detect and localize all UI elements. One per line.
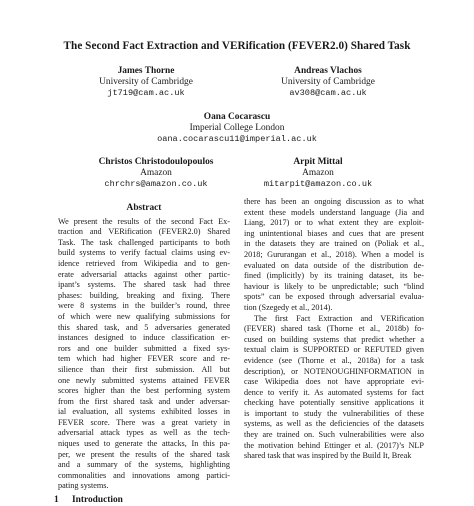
text-line: evaluated on data outside of the distribution de- xyxy=(244,260,424,270)
text-line: FEVER score. There was a great variety in xyxy=(58,417,230,427)
text-line: shared task that was inspired by the Build It, Break xyxy=(244,451,412,461)
author-name: Andreas Vlachos xyxy=(294,66,362,76)
text-line: one newly submitted systems attained FEVER xyxy=(58,375,230,385)
abstract-body xyxy=(54,217,234,492)
section-number: 1 xyxy=(54,495,59,506)
author-block xyxy=(242,66,414,100)
text-line: 2018; Gururangan et al., 2018). When a model is xyxy=(244,249,424,259)
text-line: description), or NOTENOUGHINFORMATION in xyxy=(244,366,424,376)
text-line: from the first shared task and under adversar- xyxy=(58,396,230,406)
text-line: per, we present the results of the shared task xyxy=(58,449,230,459)
text-line: Liang, 2017) or to what extent they are exploit- xyxy=(244,218,424,228)
right-column xyxy=(244,197,424,462)
author-block xyxy=(100,112,374,146)
text-line: cused on building systems that predict whether a xyxy=(244,334,424,344)
text-line: phases: building, breaking and fixing. There xyxy=(58,290,230,300)
text-line: instances designed to induce classification er- xyxy=(58,333,230,343)
text-line: ipant’s systems. The shared task had three xyxy=(58,280,230,290)
section-heading xyxy=(54,495,234,506)
text-line: idence retrieved from Wikipedia and to gen- xyxy=(58,258,230,268)
author-name: Arpit Mittal xyxy=(293,157,343,167)
text-line: silience than their first submission. All but xyxy=(58,364,230,374)
text-line: were 8 systems in the builder’s round, three xyxy=(58,301,230,311)
author-email[interactable]: chrchrs@amazon.co.uk xyxy=(104,179,208,190)
text-line: pating systems. xyxy=(58,481,109,491)
text-line: fined (implicitly) by its training dataset, its be- xyxy=(244,271,424,281)
text-line: The first Fact Extraction and VERification xyxy=(254,313,424,323)
text-line: there has been an ongoing discussion as to what xyxy=(244,197,424,206)
text-line: tem which had higher FEVER score and re- xyxy=(58,354,230,364)
text-line: (FEVER) shared task (Thorne et al., 2018b) fo- xyxy=(244,324,424,334)
text-line: textual claim is SUPPORTED or REFUTED given xyxy=(244,345,424,355)
text-line: commonalities and innovations among partici- xyxy=(58,470,230,480)
text-line: rors and one builder submitted a fixed sys- xyxy=(58,343,230,353)
abstract-heading: Abstract xyxy=(126,203,162,213)
text-line: ing unintentional biases and cues that are present xyxy=(244,228,424,238)
author-email[interactable]: jt719@cam.ac.uk xyxy=(107,88,185,99)
author-name: Christos Christodoulopoulos xyxy=(98,157,214,167)
author-email[interactable]: av308@cam.ac.uk xyxy=(289,88,367,99)
author-name: Oana Cocarascu xyxy=(203,112,271,122)
text-line: We present the results of the second Fact Ex- xyxy=(58,216,230,226)
text-line: Task. The task challenged participants to both xyxy=(58,237,230,247)
left-column xyxy=(54,203,234,506)
text-line: the motivation behind Ettinger et al. (2017)’s NLP xyxy=(244,440,424,450)
author-affiliation: Amazon xyxy=(302,168,334,179)
author-block xyxy=(232,157,404,191)
text-line: systems, as well as the deficiencies of the datasets xyxy=(244,419,424,429)
text-line: scores higher than the best performing system xyxy=(58,386,230,396)
text-line: erate adversarial attacks against other partic- xyxy=(58,269,230,279)
text-line: spots” can be exposed through adversarial evalua- xyxy=(244,292,424,302)
text-line: adversarial attack types as well as the tech- xyxy=(58,428,230,438)
section-title: Introduction xyxy=(72,495,123,506)
author-affiliation: Amazon xyxy=(140,168,172,179)
text-line: is important to study the vulnerabilities of these xyxy=(244,408,424,418)
author-email[interactable]: mitarpit@amazon.co.uk xyxy=(263,179,373,190)
text-line: haviour is likely to be unpredictable; such “blind xyxy=(244,281,424,291)
text-line: and a summary of the systems, highlighting xyxy=(58,460,230,470)
author-name: James Thorne xyxy=(117,66,175,76)
text-line: checking have potentially sensitive applications it xyxy=(244,398,424,408)
text-line: this shared task, and 5 adversaries generated xyxy=(58,322,230,332)
author-email[interactable]: oana.cocarascu11@imperial.ac.uk xyxy=(157,134,317,145)
author-affiliation: University of Cambridge xyxy=(281,77,375,88)
author-block xyxy=(70,157,242,191)
text-line: they are trained on. Such vulnerabilities were also xyxy=(244,430,424,440)
author-affiliation: University of Cambridge xyxy=(99,77,193,88)
text-line: dence to verify it. As automated systems for fact xyxy=(244,387,424,397)
text-line: extent these models understand language (Jia and xyxy=(244,207,424,217)
paper-title: The Second Fact Extraction and VERification (FEVER2.0) Shared Task xyxy=(63,40,411,52)
text-line: evidence (see (Thorne et al., 2018a) for a task xyxy=(244,355,424,365)
author-affiliation: Imperial College London xyxy=(189,123,285,134)
text-line: ial evaluation, all systems exhibited losses in xyxy=(58,407,230,417)
text-line: in the datasets they are trained on (Poliak et al., xyxy=(244,239,424,249)
text-line: traction and VERification (FEVER2.0) Shared xyxy=(58,227,230,237)
text-line: niques used to generate the attacks, In this pa- xyxy=(58,439,230,449)
text-line: case Wikipedia does not have appropriate evi- xyxy=(244,377,424,387)
author-block xyxy=(60,66,232,100)
text-line: of which were new qualifying submissions for xyxy=(58,311,230,321)
text-line: build systems to verify factual claims using ev- xyxy=(58,248,230,258)
text-line: tion (Szegedy et al., 2014). xyxy=(244,302,333,312)
